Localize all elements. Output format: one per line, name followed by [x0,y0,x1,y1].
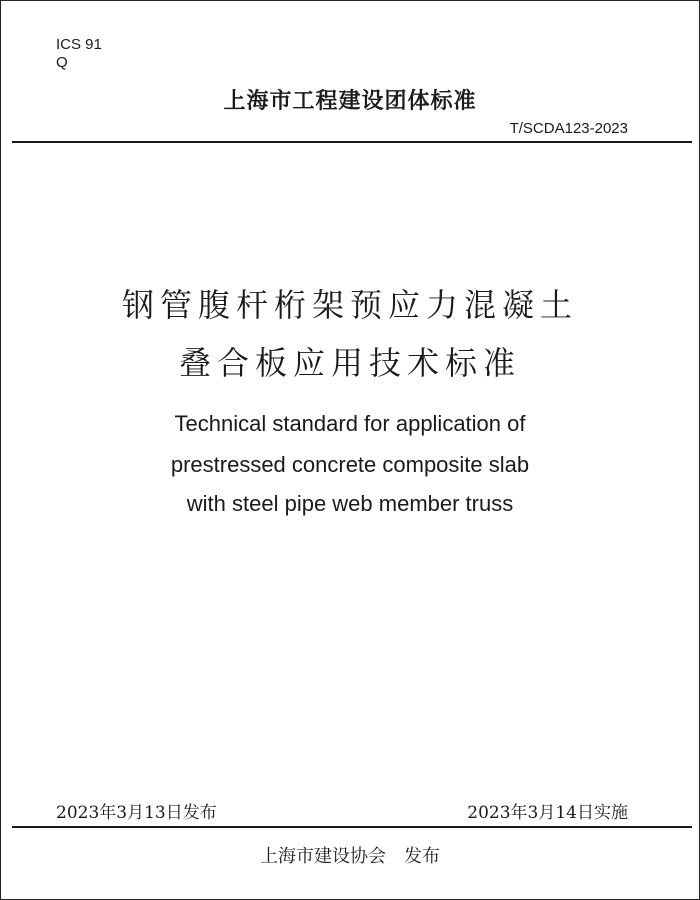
standard-number: T/SCDA123-2023 [509,120,628,137]
standard-category-title: 上海市工程建设团体标准 [223,89,477,114]
ccs-code: Q [56,54,68,71]
header-divider [12,141,692,143]
footer-divider [12,826,692,828]
ics-code: ICS 91 [56,36,102,53]
chinese-title-line-2: 叠合板应用技术标准 [178,344,521,382]
classification-codes [56,36,102,72]
english-title-line-2: prestressed concrete composite slab [170,452,530,477]
english-title-line-1: Technical standard for application of [174,411,526,436]
publish-word: 发布 [404,846,440,867]
publisher-line [0,842,700,868]
issue-date: 2023年3月13日发布 [56,803,217,823]
english-title-line-3: with steel pipe web member truss [186,491,514,516]
effective-date: 2023年3月14日实施 [467,803,628,823]
publisher-name: 上海市建设协会 [260,846,386,867]
chinese-title-line-1: 钢管腹杆桁架预应力混凝土 [121,286,578,324]
